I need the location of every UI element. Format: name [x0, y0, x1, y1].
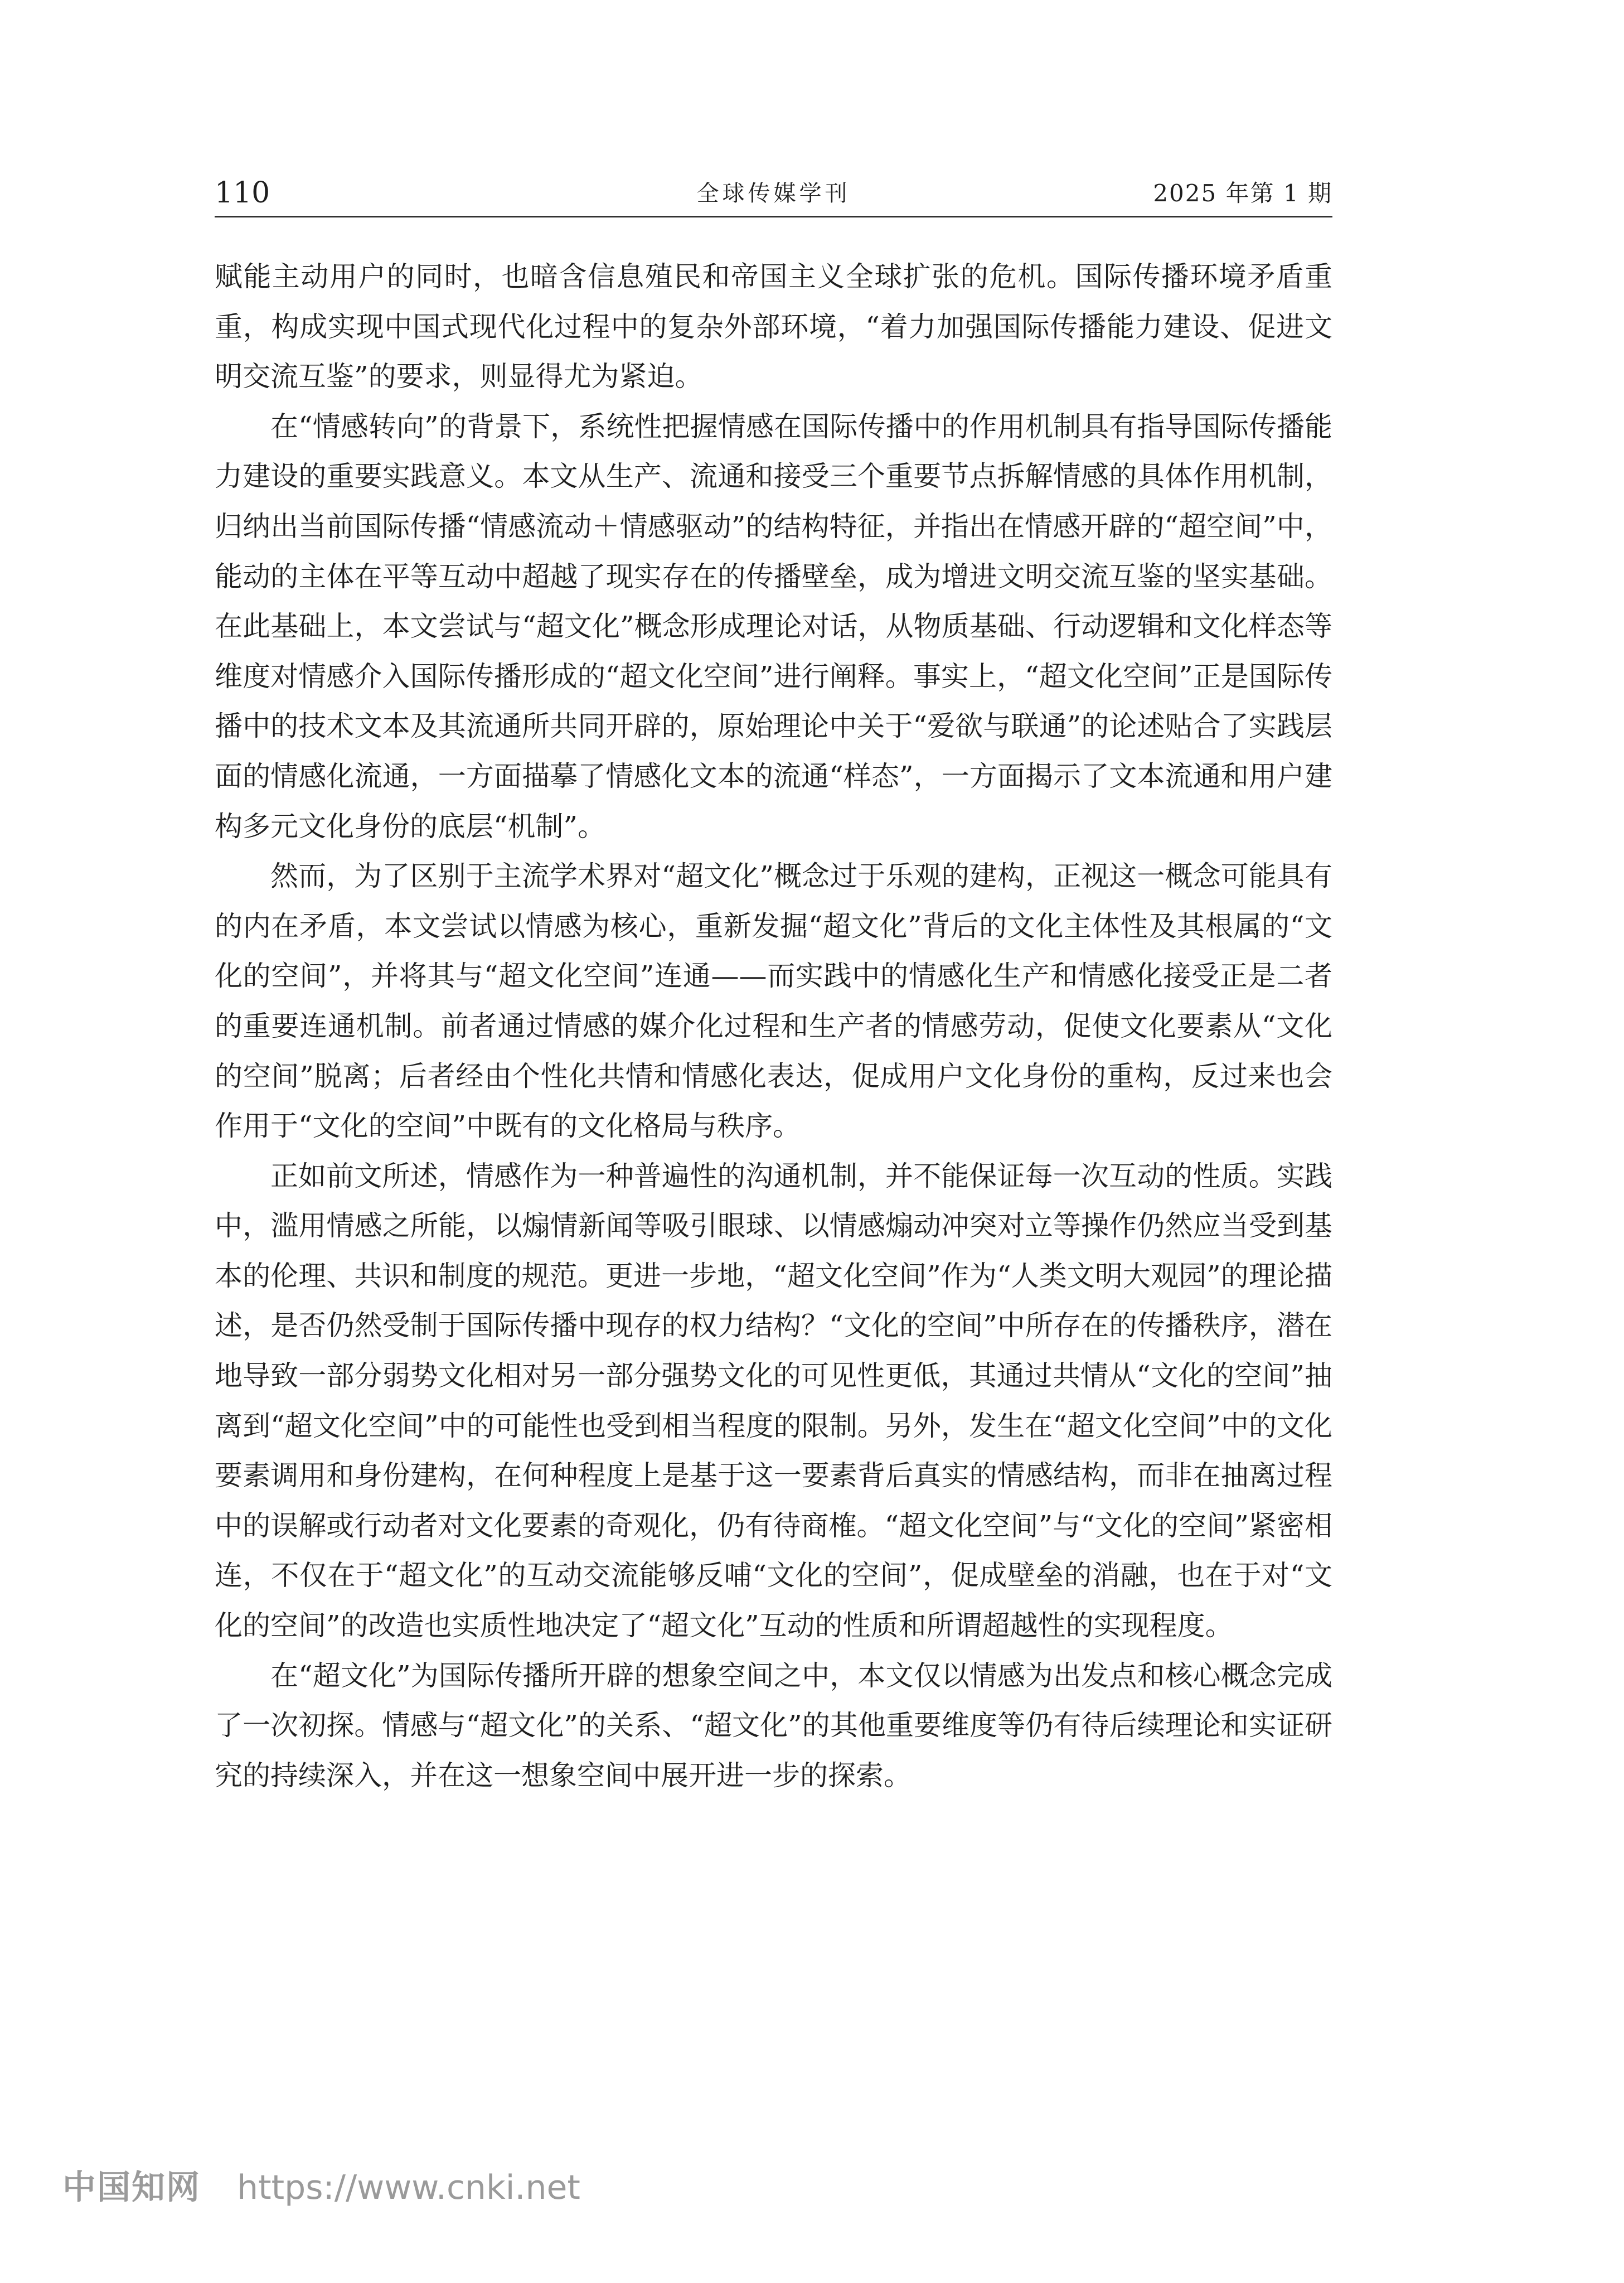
issue-label: 2025 年第 1 期: [1153, 180, 1332, 207]
cnki-watermark: [62, 2161, 580, 2209]
article-body: [215, 252, 1332, 1801]
paragraph-4: 正如前文所述，情感作为一种普遍性的沟通机制，并不能保证每一次互动的性质。实践中，滥用情感之所能，以煽情新闻等吸引眼球、以情感煽动冲突对立等操作仍然应当受到基本的伦理、共识和制度的规范。更进一步地，“超文化空间”作为“人类文明大观园”的理论描述，是否仍然受制于国际传播中现存的权力结构？“文化的空间”中所存在的传播秩序，潜在地导致一部分弱势文化相对另一部分强势文化的可见性更低，其通过共情从“文化的空间”抽离到“超文化空间”中的可能性也受到相当程度的限制。另外，发生在“超文化空间”中的文化要素调用和身份建构，在何种程度上是基于这一要素背后真实的情感结构，而非在抽离过程中的误解或行动者对文化要素的奇观化，仍有待商榷。“超文化空间”与“文化的空间”紧密相连，不仅在于“超文化”的互动交流能够反哺“文化的空间”，促成壁垒的消融，也在于对“文化的空间”的改造也实质性地决定了“超文化”互动的性质和所谓超越性的实现程度。: [215, 1159, 1332, 1642]
page-number: 110: [215, 176, 270, 210]
paragraph-5: 在“超文化”为国际传播所开辟的想象空间之中，本文仅以情感为出发点和核心概念完成了一次初探。情感与“超文化”的关系、“超文化”的其他重要维度等仍有待后续理论和实证研究的持续深入，并在这一想象空间中展开进一步的探索。: [215, 1659, 1332, 1792]
paragraph-1: 赋能主动用户的同时，也暗含信息殖民和帝国主义全球扩张的危机。国际传播环境矛盾重重，构成实现中国式现代化过程中的复杂外部环境，“着力加强国际传播能力建设、促进文明交流互鉴”的要求，则显得尤为紧迫。: [215, 260, 1332, 393]
running-header: [215, 174, 1332, 217]
watermark-site-name: 中国知网: [62, 2168, 201, 2207]
paragraph-2: 在“情感转向”的背景下，系统性把握情感在国际传播中的作用机制具有指导国际传播能力建设的重要实践意义。本文从生产、流通和接受三个重要节点拆解情感的具体作用机制，归纳出当前国际传播“情感流动＋情感驱动”的结构特征，并指出在情感开辟的“超空间”中，能动的主体在平等互动中超越了现实存在的传播壁垒，成为增进文明交流互鉴的坚实基础。在此基础上，本文尝试与“超文化”概念形成理论对话，从物质基础、行动逻辑和文化样态等维度对情感介入国际传播形成的“超文化空间”进行阐释。事实上，“超文化空间”正是国际传播中的技术文本及其流通所共同开辟的，原始理论中关于“爱欲与联通”的论述贴合了实践层面的情感化流通，一方面描摹了情感化文本的流通“样态”，一方面揭示了文本流通和用户建构多元文化身份的底层“机制”。: [215, 410, 1332, 843]
watermark-url: https://www.cnki.net: [237, 2168, 580, 2207]
paragraph-3: 然而，为了区别于主流学术界对“超文化”概念过于乐观的建构，正视这一概念可能具有的内在矛盾，本文尝试以情感为核心，重新发掘“超文化”背后的文化主体性及其根属的“文化的空间”，并将其与“超文化空间”连通——而实践中的情感化生产和情感化接受正是二者的重要连通机制。前者通过情感的媒介化过程和生产者的情感劳动，促使文化要素从“文化的空间”脱离；后者经由个性化共情和情感化表达，促成用户文化身份的重构，反过来也会作用于“文化的空间”中既有的文化格局与秩序。: [215, 860, 1332, 1143]
journal-title: 全球传媒学刊: [696, 181, 851, 206]
